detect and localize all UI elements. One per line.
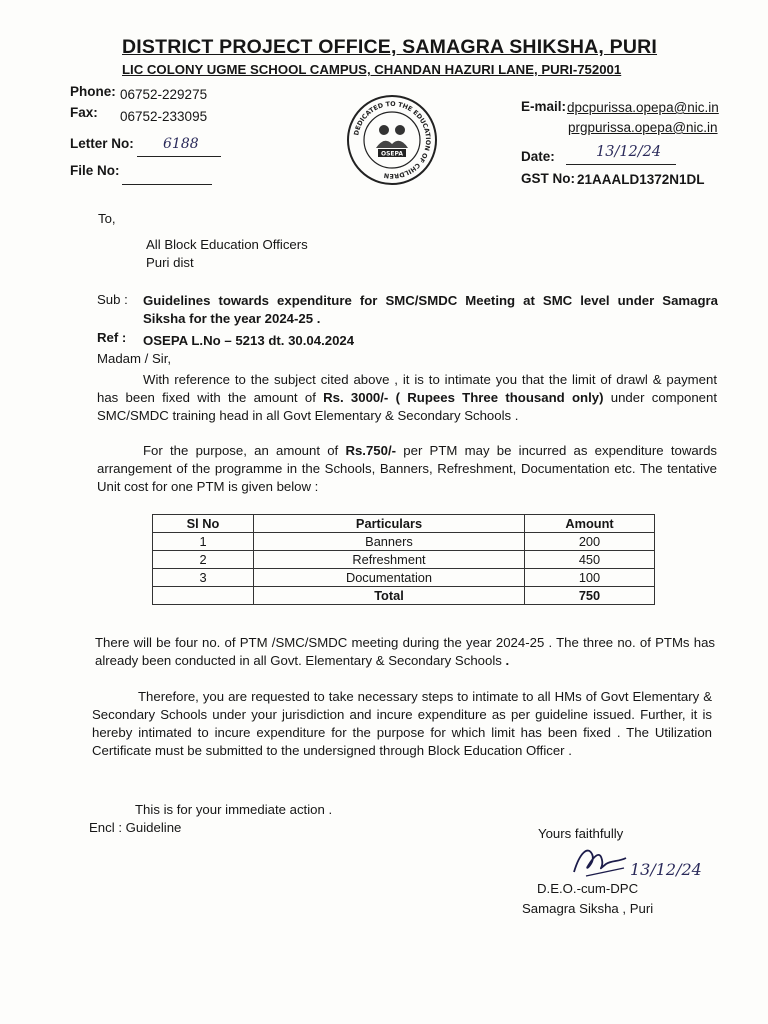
yours-faithfully: Yours faithfully bbox=[538, 826, 624, 841]
table-row bbox=[153, 551, 655, 569]
paragraph-meetings bbox=[95, 634, 715, 670]
letter-no-line bbox=[137, 136, 221, 157]
file-no-label: File No: bbox=[70, 163, 120, 178]
addressee-line2: Puri dist bbox=[146, 255, 194, 270]
table-total-row bbox=[153, 587, 655, 605]
seal-graphic bbox=[346, 94, 438, 186]
paragraph-ptm-text-a: For the purpose, an amount of bbox=[143, 443, 346, 458]
office-title: DISTRICT PROJECT OFFICE, SAMAGRA SHIKSHA, PURI bbox=[122, 36, 658, 58]
paragraph-ptm-cost bbox=[97, 442, 717, 496]
osepa-seal bbox=[346, 94, 438, 186]
header-particulars: Particulars bbox=[254, 515, 525, 533]
total-blank-cell bbox=[153, 587, 254, 605]
office-address: LIC COLONY UGME SCHOOL CAMPUS, CHANDAN HAZURI LANE, PURI-752001 bbox=[122, 62, 622, 77]
letter-no-handwritten: 6188 bbox=[163, 136, 199, 152]
email-primary[interactable]: dpcpurissa.opepa@nic.in bbox=[567, 100, 719, 115]
date-label: Date: bbox=[521, 149, 555, 164]
action-line: This is for your immediate action . bbox=[135, 802, 333, 817]
reference-label: Ref : bbox=[97, 330, 127, 345]
row1-particular: Banners bbox=[254, 533, 525, 551]
svg-text:DEDICATED TO THE EDUCATION OF: DEDICATED TO THE EDUCATION OF CHILDREN bbox=[352, 99, 433, 181]
total-amount: 750 bbox=[525, 587, 655, 605]
fax-label: Fax: bbox=[70, 105, 98, 120]
row2-amount: 450 bbox=[525, 551, 655, 569]
row2-particular: Refreshment bbox=[254, 551, 525, 569]
signature-scribble bbox=[566, 842, 636, 882]
row3-sl: 3 bbox=[153, 569, 254, 587]
row1-sl: 1 bbox=[153, 533, 254, 551]
header-amount: Amount bbox=[525, 515, 655, 533]
gst-label: GST No: bbox=[521, 171, 575, 186]
enclosure-line: Encl : Guideline bbox=[89, 820, 182, 835]
paragraph-meetings-period: . bbox=[505, 653, 510, 668]
paragraph-limit-text-b: under component SMC/SMDC training head in all Govt Elementary & Secondary Schools . bbox=[97, 390, 717, 423]
file-no-line bbox=[122, 166, 212, 185]
subject-text: Guidelines towards expenditure for SMC/SMDC Meeting at SMC level under Samagra Siksha for the year 2024-25 . bbox=[143, 293, 718, 326]
fax-number: 06752-233095 bbox=[120, 109, 208, 124]
paragraph-instructions: Therefore, you are requested to take necessary steps to intimate to all HMs of Govt Elementary & Secondary Schools under your jurisdiction and incure expenditure as per guideline issued. Further, it is hereby intimated to incure expenditure for the purpose for which limit has been fixed . The Utilization Certificate must be submitted to the undersigned through Block Education Officer . bbox=[92, 689, 712, 758]
paragraph-limit-amount: Rs. 3000/- ( Rupees Three thousand only) bbox=[323, 390, 604, 405]
table-row bbox=[153, 533, 655, 551]
salutation: Madam / Sir, bbox=[97, 351, 172, 366]
reference-text: OSEPA L.No – 5213 dt. 30.04.2024 bbox=[143, 333, 355, 348]
email-secondary[interactable]: prgpurissa.opepa@nic.in bbox=[568, 120, 718, 135]
signature-date: 13/12/24 bbox=[630, 860, 702, 879]
phone-label: Phone: bbox=[70, 84, 116, 99]
svg-text:OSEPA: OSEPA bbox=[380, 150, 404, 158]
table-row bbox=[153, 569, 655, 587]
to-label: To, bbox=[98, 211, 116, 226]
letter-no-label: Letter No: bbox=[70, 136, 134, 151]
row2-sl: 2 bbox=[153, 551, 254, 569]
phone-number: 06752-229275 bbox=[120, 87, 208, 102]
office-name: Samagra Siksha , Puri bbox=[522, 901, 654, 916]
row1-amount: 200 bbox=[525, 533, 655, 551]
email-label: E-mail: bbox=[521, 99, 567, 114]
subject-label: Sub : bbox=[97, 292, 128, 307]
gst-number: 21AAALD1372N1DL bbox=[577, 172, 705, 187]
row3-amount: 100 bbox=[525, 569, 655, 587]
paragraph-meetings-text: There will be four no. of PTM /SMC/SMDC meeting during the year 2024-25 . The three no. of PTMs has already been conducted in all Govt. Elementary & Secondary Schools bbox=[95, 635, 715, 668]
addressee-line1: All Block Education Officers bbox=[146, 237, 308, 252]
date-line bbox=[566, 144, 676, 165]
designation: D.E.O.-cum-DPC bbox=[537, 881, 639, 896]
paragraph-ptm-text-b: per PTM may be incurred as expenditure towards arrangement of the programme in the Schools, Banners, Refreshment, Documentation etc. The tentative Unit cost for one PTM is given below : bbox=[97, 443, 717, 494]
unit-cost-table bbox=[152, 514, 655, 605]
total-label: Total bbox=[254, 587, 525, 605]
signature-mark bbox=[566, 842, 636, 882]
header-sl-no: Sl No bbox=[153, 515, 254, 533]
date-handwritten: 13/12/24 bbox=[596, 144, 662, 160]
row3-particular: Documentation bbox=[254, 569, 525, 587]
paragraph-ptm-amount: Rs.750/- bbox=[345, 443, 397, 458]
paragraph-limit-text-a: With reference to the subject cited above , it is to intimate you that the limit of drawl & payment has been fixed with the amount of bbox=[97, 372, 717, 405]
paragraph-limit bbox=[97, 371, 717, 425]
table-header-row bbox=[153, 515, 655, 533]
